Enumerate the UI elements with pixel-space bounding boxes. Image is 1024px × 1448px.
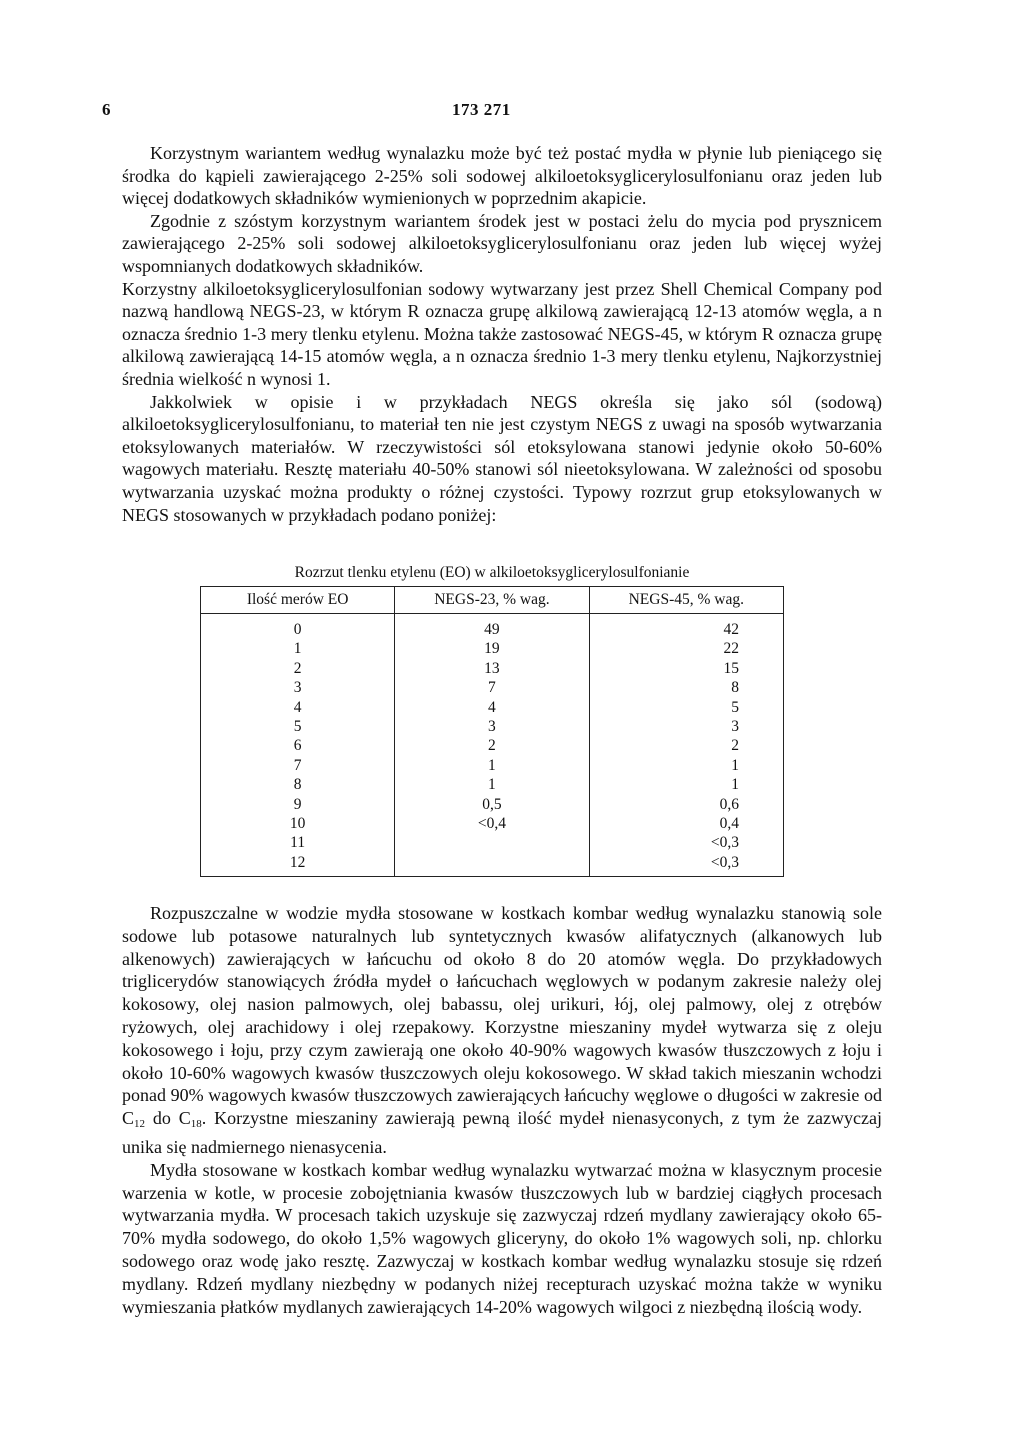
- table-row: [201, 717, 784, 736]
- table-cell: 1: [395, 775, 589, 794]
- table-row: [201, 853, 784, 877]
- table-cell: 1: [395, 756, 589, 775]
- eo-distribution-table: [200, 586, 784, 877]
- table-row: [201, 736, 784, 755]
- table-cell: 4: [395, 698, 589, 717]
- table-cell: 15: [589, 659, 783, 678]
- table-cell: 5: [589, 698, 783, 717]
- table-cell: <0,3: [589, 853, 783, 877]
- paragraph: Jakkolwiek w opisie i w przykładach NEGS określa się jako sól (sodową) alkiloetoksyglicerylosulfonianu, to materiał ten nie jest czystym NEGS z uwagi na sposób wytwarzania etoksylowanych materiałów. W rzeczywistości sól etoksylowana stanowi jedynie około 50-60% wagowych materiału. Resztę materiału 40-50% stanowi sól nieetoksylowana. W zależności od sposobu wytwarzania uzyskać można produkty o różnej czystości. Typowy rozrzut grup etoksylowanych w NEGS stosowanych w przykładach podano poniżej:: [122, 391, 882, 525]
- paragraph: [122, 902, 882, 1159]
- paragraph-text: do C: [145, 1108, 191, 1129]
- table-cell: <0,3: [589, 833, 783, 852]
- table-cell: 2: [395, 736, 589, 755]
- table-row: [201, 678, 784, 697]
- table-cell: 49: [395, 614, 589, 640]
- table-cell: 10: [201, 814, 395, 833]
- document-number: 173 271: [452, 100, 511, 119]
- table-row: [201, 659, 784, 678]
- table-cell: 0,5: [395, 795, 589, 814]
- table-cell: 8: [589, 678, 783, 697]
- table-row: [201, 795, 784, 814]
- table-title: Rozrzut tlenku etylenu (EO) w alkiloetoksyglicerylosulfonianie: [294, 564, 690, 581]
- table-cell: 3: [589, 717, 783, 736]
- text-block-lower: [122, 902, 882, 1318]
- table-row: [201, 833, 784, 852]
- table-cell: 3: [395, 717, 589, 736]
- table-cell: 42: [589, 614, 783, 640]
- paragraph: Korzystnym wariantem według wynalazku może być też postać mydła w płynie lub pieniącego się środka do kąpieli zawierającego 2-25% soli sodowej alkiloetoksyglicerylosulfonianu oraz jeden lub więcej dodatkowych składników wymienionych w poprzednim akapicie.: [122, 143, 882, 209]
- subscript: 18: [190, 1118, 202, 1131]
- table-cell: 9: [201, 795, 395, 814]
- table-cell: 0,6: [589, 795, 783, 814]
- table-cell: 1: [589, 775, 783, 794]
- table-cell: 6: [201, 736, 395, 755]
- table-cell: 2: [201, 659, 395, 678]
- paragraph: Korzystny alkiloetoksyglicerylosulfonian sodowy wytwarzany jest przez Shell Chemical Company pod nazwą handlową NEGS-23, w którym R oznacza grupę alkilową zawierającą 12-13 atomów węgla, a n oznacza średnio 1-3 mery tlenku etylenu. Można także zastosować NEGS-45, w którym R oznacza grupę alkilową zawierającą 14-15 atomów węgla, a n oznacza średnio 1-3 mery tlenku etylenu, Najkorzystniej średnia wielkość n wynosi 1.: [122, 278, 882, 389]
- table-cell: 5: [201, 717, 395, 736]
- table-cell: 0,4: [589, 814, 783, 833]
- table-cell: 7: [201, 756, 395, 775]
- table-row: [201, 614, 784, 640]
- table-cell: 1: [589, 756, 783, 775]
- table-cell: 19: [395, 639, 589, 658]
- paragraph-text: . Korzystne mieszaniny zawierają pewną ilość mydeł nienasyconych, z tym że zazwyczaj unika się nadmiernego nienasycenia.: [122, 1108, 882, 1157]
- paragraph-text: Rozpuszczalne w wodzie mydła stosowane w kostkach kombar według wynalazku stanowią sole sodowe lub potasowe naturalnych lub syntetycznych kwasów alifatycznych (alkanowych lub alkenowych) zawierających w łańcuchu od około 8 do 20 atomów węgla. Do przykładowych triglicerydów stanowiących źródła mydeł o łańcuchach węglowych w podanym zakresie należy olej kokosowy, olej nasion palmowych, olej babassu, olej urikuri, łój, olej palmowy, olej z otrębów ryżowych, olej arachidowy i olej rzepakowy. Korzystne mieszaniny mydeł wytwarza się z oleju kokosowego i łoju, przy czym zawierają one około 40-90% wagowych kwasów tłuszczowych z łoju i około 10-60% wagowych kwasów tłuszczowych oleju kokosowego. W skład takich mieszanin wchodzi ponad 90% wagowych kwasów tłuszczowych zawierających łańcuchy węglowe o długości w zakresie od C: [122, 903, 882, 1129]
- table-cell: [395, 853, 589, 877]
- column-header-negs23: NEGS-23, % wag.: [395, 587, 589, 614]
- table-cell: 12: [201, 853, 395, 877]
- column-header-eo: Ilość merów EO: [201, 587, 395, 614]
- table-cell: 7: [395, 678, 589, 697]
- table-cell: 3: [201, 678, 395, 697]
- table-cell: <0,4: [395, 814, 589, 833]
- table-row: [201, 756, 784, 775]
- table-cell: 0: [201, 614, 395, 640]
- table-row: [201, 639, 784, 658]
- table-cell: 22: [589, 639, 783, 658]
- table-cell: 2: [589, 736, 783, 755]
- table-row: [201, 814, 784, 833]
- table-cell: 13: [395, 659, 589, 678]
- page-number: 6: [102, 100, 111, 119]
- subscript: 12: [134, 1118, 146, 1131]
- table-cell: [395, 833, 589, 852]
- table-header-row: [201, 587, 784, 614]
- table-row: [201, 775, 784, 794]
- text-block-upper: [122, 142, 882, 526]
- table-cell: 4: [201, 698, 395, 717]
- paragraph: Zgodnie z szóstym korzystnym wariantem środek jest w postaci żelu do mycia pod prysznicem zawierającego 2-25% soli sodowej alkiloetoksyglicerylosulfonianu oraz jeden lub więcej wyżej wspomnianych dodatkowych składników.: [122, 210, 882, 276]
- table-cell: 8: [201, 775, 395, 794]
- column-header-negs45: NEGS-45, % wag.: [589, 587, 783, 614]
- table-cell: 11: [201, 833, 395, 852]
- table-cell: 1: [201, 639, 395, 658]
- table-row: [201, 698, 784, 717]
- paragraph: Mydła stosowane w kostkach kombar według wynalazku wytwarzać można w klasycznym procesie warzenia w kotle, w procesie zobojętniania kwasów tłuszczowych lub w bardziej ciągłych procesach wytwarzania mydła. W procesach takich uzyskuje się zazwyczaj rdzeń mydlany zawierający około 65-70% mydła sodowego, do około 1,5% wagowych gliceryny, do około 1% wagowych soli, np. chlorku sodowego oraz wodę jako resztę. Zazwyczaj w kostkach kombar według wynalazku stosuje się rdzeń mydlany. Rdzeń mydlany niezbędny w podanych niżej recepturach uzyskać można także w wyniku wymieszania płatków mydlanych zawierających 14-20% wagowych wilgoci z niezbędną ilością wody.: [122, 1159, 882, 1317]
